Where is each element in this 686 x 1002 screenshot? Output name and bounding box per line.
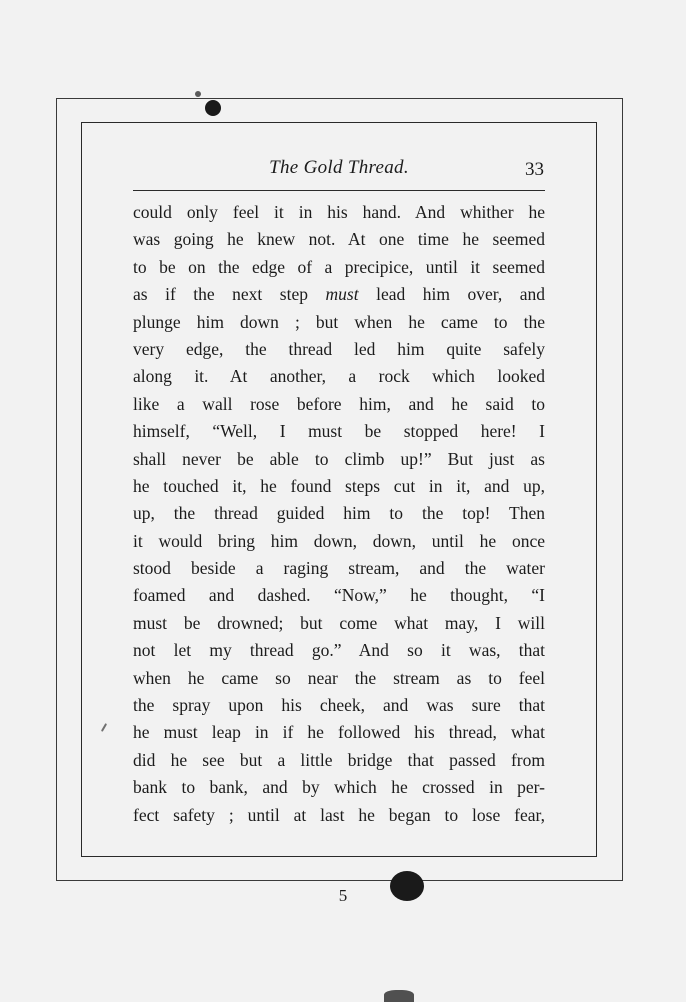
ink-spot-small (195, 91, 201, 97)
text-line: very edge, the thread led him quite safely (133, 338, 545, 359)
text-line: plunge him down ; but when he came to the (133, 311, 545, 332)
signature-mark: 5 (338, 886, 348, 905)
ink-spot-bottom (390, 871, 424, 901)
text-line: stood beside a raging stream, and the water (133, 558, 545, 579)
text-line: he touched it, he found steps cut in it, and up, (133, 475, 545, 496)
text-line: along it. At another, a rock which looked (133, 366, 545, 387)
emphasized-word: must (325, 284, 359, 305)
running-head (130, 155, 548, 185)
text-line: it would bring him down, down, until he once (133, 530, 545, 551)
text-line: the spray upon his cheek, and was sure that (133, 695, 545, 716)
text-line: was going he knew not. At one time he seemed (133, 229, 545, 250)
text-line-head: as if the next step (133, 284, 308, 305)
text-line: could only feel it in his hand. And whither he (133, 202, 545, 222)
text-line: to be on the edge of a precipice, until it seemed (133, 256, 545, 277)
text-line-last: fect safety ; until at last he began to lose fear, (133, 804, 545, 825)
text-line: bank to bank, and by which he crossed in per- (133, 777, 545, 798)
text-line: when he came so near the stream as to feel (133, 667, 545, 688)
text-line: like a wall rose before him, and he said to (133, 393, 545, 414)
text-line: he must leap in if he followed his thread, what (133, 722, 545, 743)
text-line-tail: lead him over, and (376, 284, 546, 305)
text-line: must be drowned; but come what may, I will (133, 612, 545, 633)
text-line-emphasis (133, 281, 545, 308)
running-title: The Gold Thread. (269, 157, 409, 178)
text-line: shall never be able to climb up!” But just as (133, 448, 545, 469)
header-rule (133, 190, 545, 191)
page-number: 33 (525, 159, 544, 180)
body-text (133, 199, 545, 829)
text-line: himself, “Well, I must be stopped here! I (133, 421, 545, 442)
text-line: up, the thread guided him to the top! Then (133, 503, 545, 524)
text-line: did he see but a little bridge that passed from (133, 749, 545, 770)
text-line: foamed and dashed. “Now,” he thought, “I (133, 585, 545, 606)
ink-spot-top (205, 100, 221, 116)
ink-spot-corner (384, 990, 414, 1002)
text-line: not let my thread go.” And so it was, that (133, 640, 545, 661)
